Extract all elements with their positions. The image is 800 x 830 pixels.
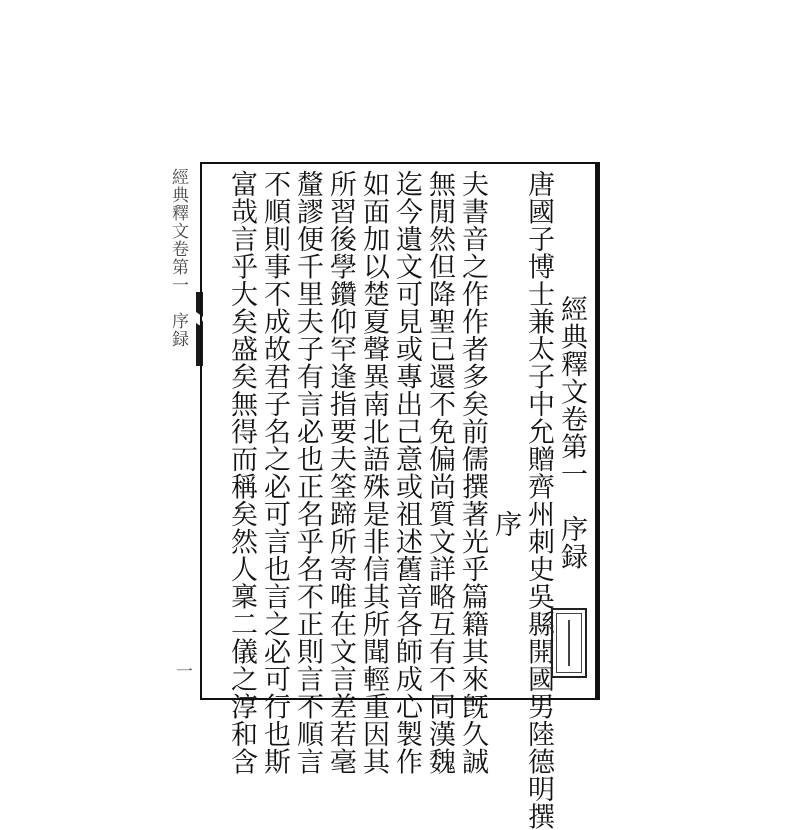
text-column: 釐謬便千里夫子有言必也正名乎名不正則言不順言 [292, 170, 323, 775]
margin-page-number: 一 [172, 662, 192, 679]
section-heading: 序 [490, 510, 521, 538]
text-column: 所習後學鑽仰罕逢指要夫筌蹄所寄唯在文言差若毫 [325, 170, 356, 775]
margin-title: 經典釋文卷第一 序録 [168, 168, 188, 348]
seal-stamp [551, 608, 587, 678]
text-column: 富哉言乎大矣盛矣無得而稱矣然人稟二儀之淳和含 [226, 170, 257, 775]
volume-title: 經典釋文卷第一 序録 [556, 294, 587, 570]
author-line: 唐國子博士兼太子中允贈齊州刺史吳縣開國男陸德明撰 [523, 170, 554, 830]
text-column: 迄今遺文可見或專出己意或祖述舊音各師成心製作 [391, 170, 422, 775]
text-column: 無閒然但降聖已還不免偏尚質文詳略互有不同漢魏 [424, 170, 455, 775]
text-column: 不順則事不成故君子名之必可言也言之必可行也斯 [259, 170, 290, 775]
text-column: 如面加以楚夏聲異南北語殊是非信其所聞輕重因其 [358, 170, 389, 775]
text-column: 夫書音之作作者多矣前儒撰著光乎篇籍其來旣久誠 [457, 170, 488, 775]
